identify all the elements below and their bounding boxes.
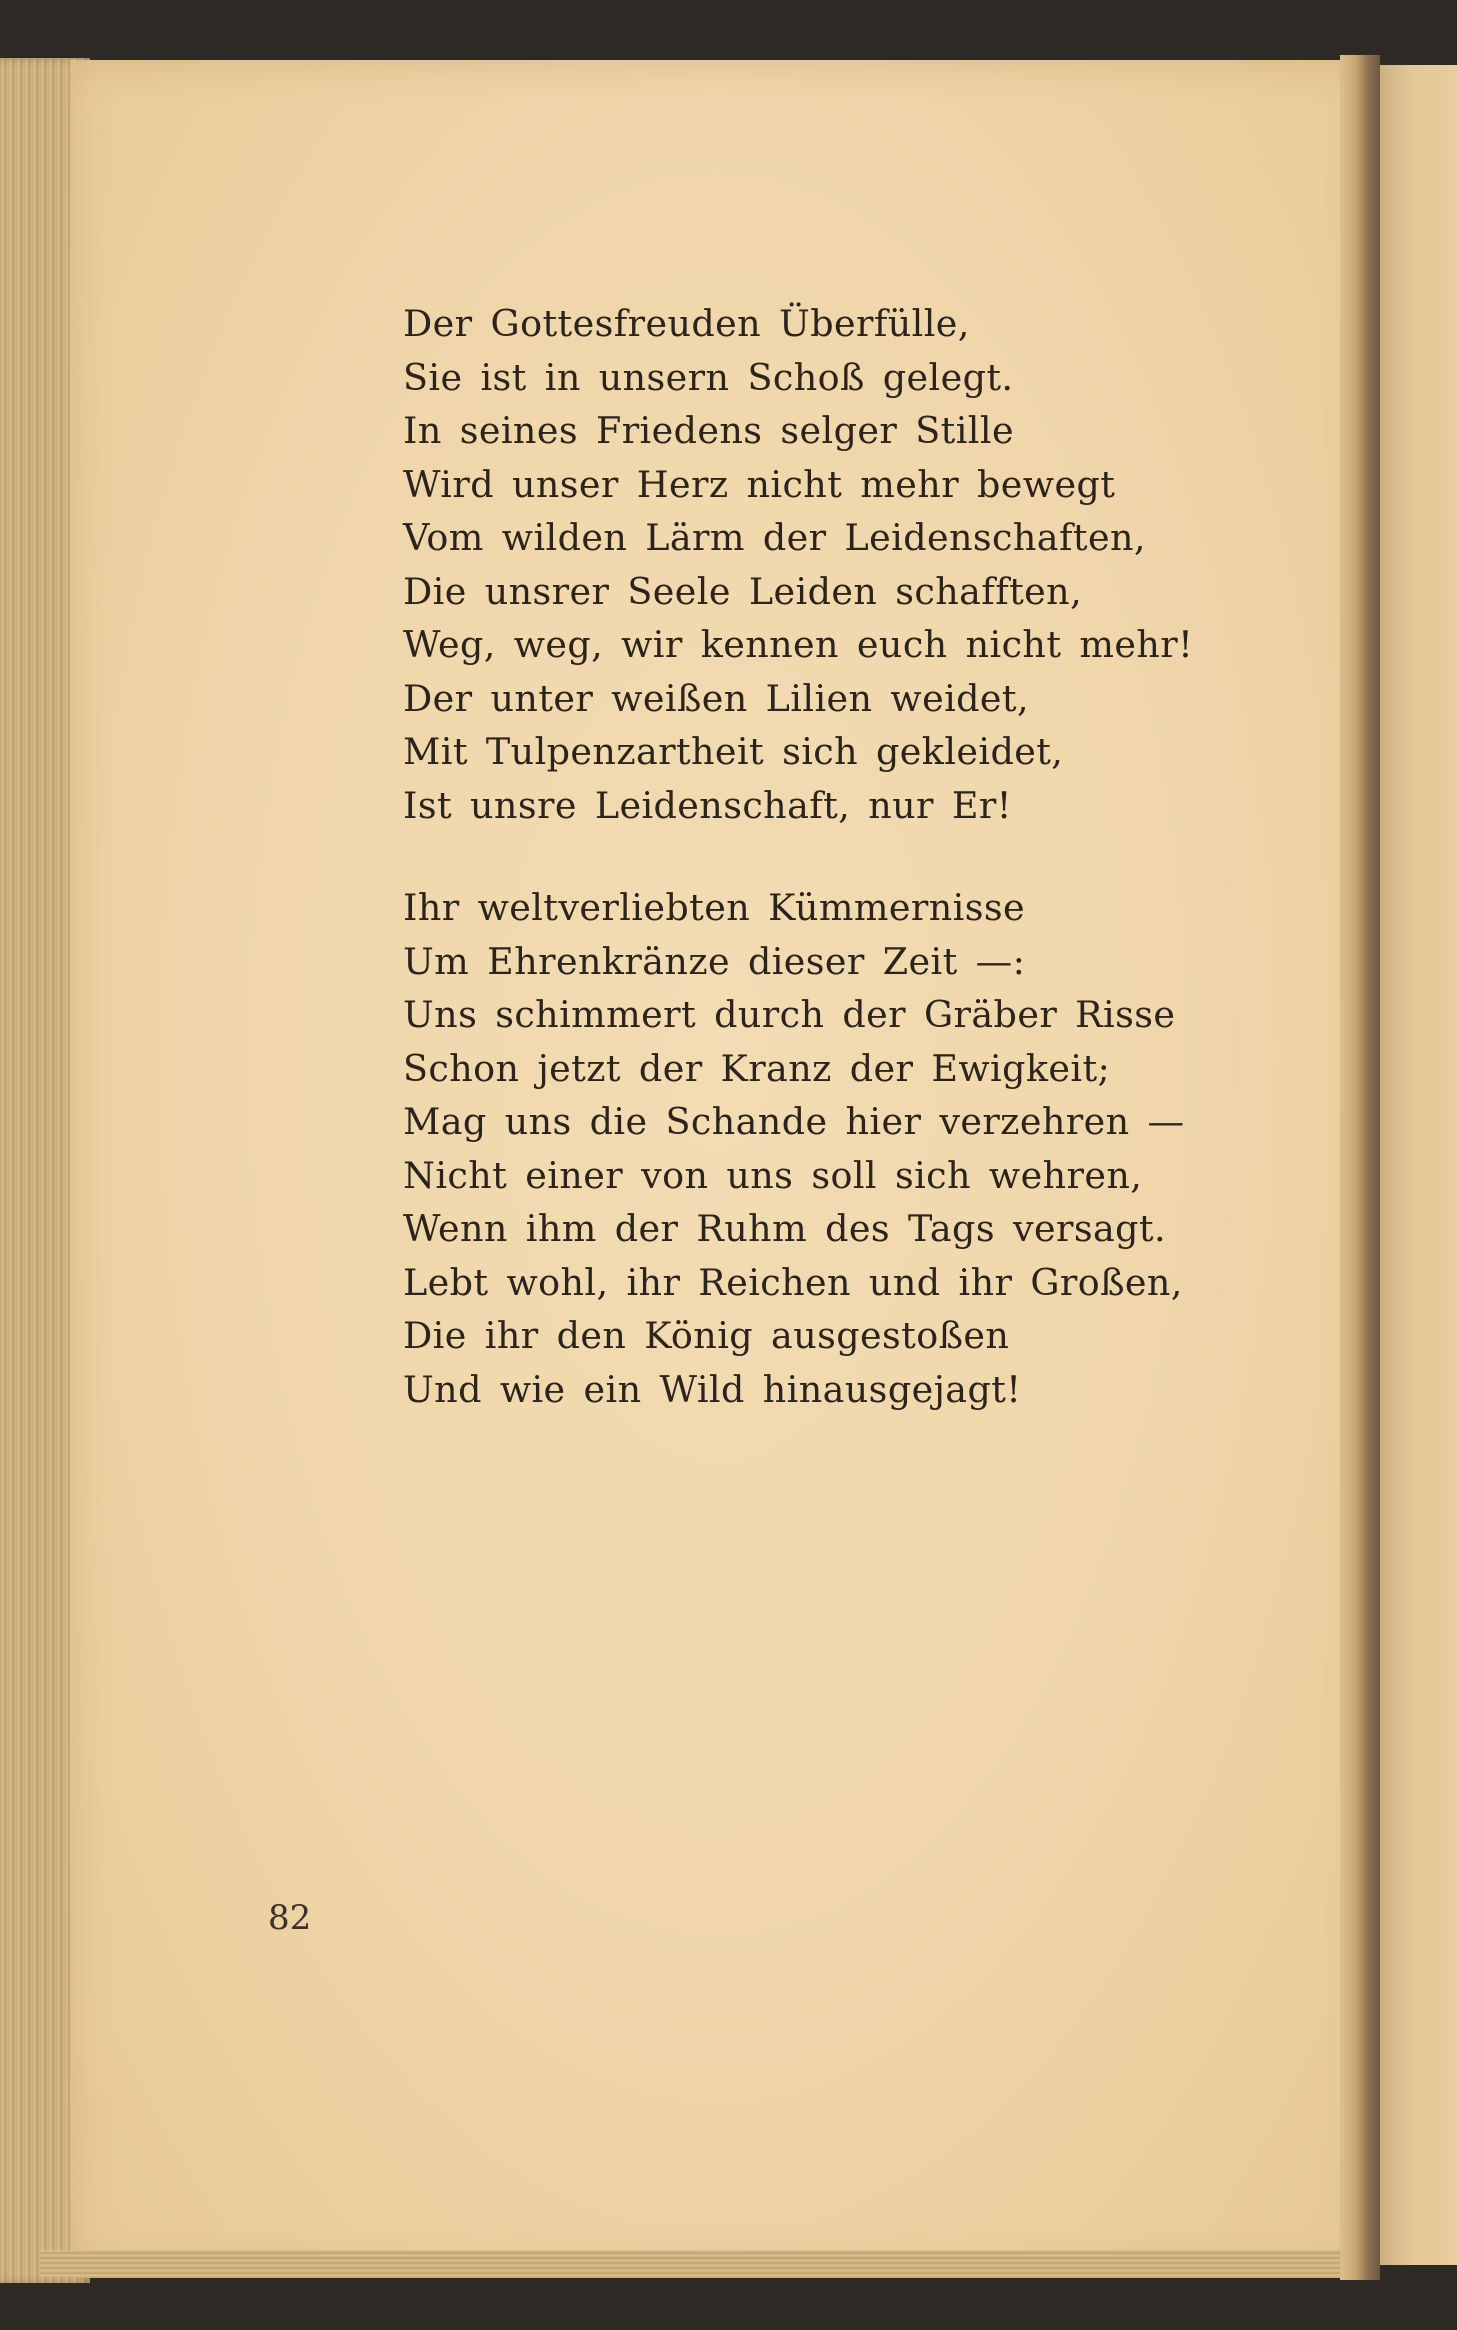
poem-line: Und wie ein Wild hinausgejagt! xyxy=(403,1367,1022,1411)
poem-line: Vom wilden Lärm der Leidenschaften, xyxy=(403,516,1146,559)
poem-line: Wenn ihm der Ruhm des Tags versagt. xyxy=(403,1207,1166,1250)
poem-line: Der Gottesfreuden Überfülle, xyxy=(403,302,970,345)
book-gutter xyxy=(1340,55,1380,2280)
stanza-2 xyxy=(403,881,1303,1416)
poem-line: Nicht einer von uns soll sich wehren, xyxy=(403,1153,1143,1197)
poem-line: Mag uns die Schande hier verzehren — xyxy=(403,1100,1185,1143)
poem-line: Ihr weltverliebten Kümmernisse xyxy=(403,886,1026,929)
poem-line: Wird unser Herz nicht mehr bewegt xyxy=(403,462,1116,506)
poem-line: Mit Tulpenzartheit sich gekleidet, xyxy=(403,730,1064,773)
poem-line: Uns schimmert durch der Gräber Risse xyxy=(403,993,1176,1036)
page-number: 82 xyxy=(268,1898,312,1938)
poem-line: Ist unsre Leidenschaft, nur Er! xyxy=(403,783,1012,827)
poem-line: Der unter weißen Lilien weidet, xyxy=(403,676,1029,720)
poem-line: Lebt wohl, ihr Reichen und ihr Großen, xyxy=(403,1260,1183,1304)
poem-line: Die ihr den König ausgestoßen xyxy=(403,1314,1010,1357)
page-edges-bottom xyxy=(40,2250,1360,2278)
facing-page xyxy=(1380,65,1457,2265)
poem-line: Schon jetzt der Kranz der Ewigkeit; xyxy=(403,1046,1111,1090)
poem-line: Sie ist in unsern Schoß gelegt. xyxy=(403,355,1014,399)
poem-line: Um Ehrenkränze dieser Zeit —: xyxy=(403,939,1026,983)
poem-line: Weg, weg, wir kennen euch nicht mehr! xyxy=(403,623,1194,666)
poem-text xyxy=(403,297,1303,1416)
poem-line: Die unsrer Seele Leiden schafften, xyxy=(403,569,1083,613)
stanza-1 xyxy=(403,297,1303,832)
poem-line: In seines Friedens selger Stille xyxy=(403,409,1014,452)
